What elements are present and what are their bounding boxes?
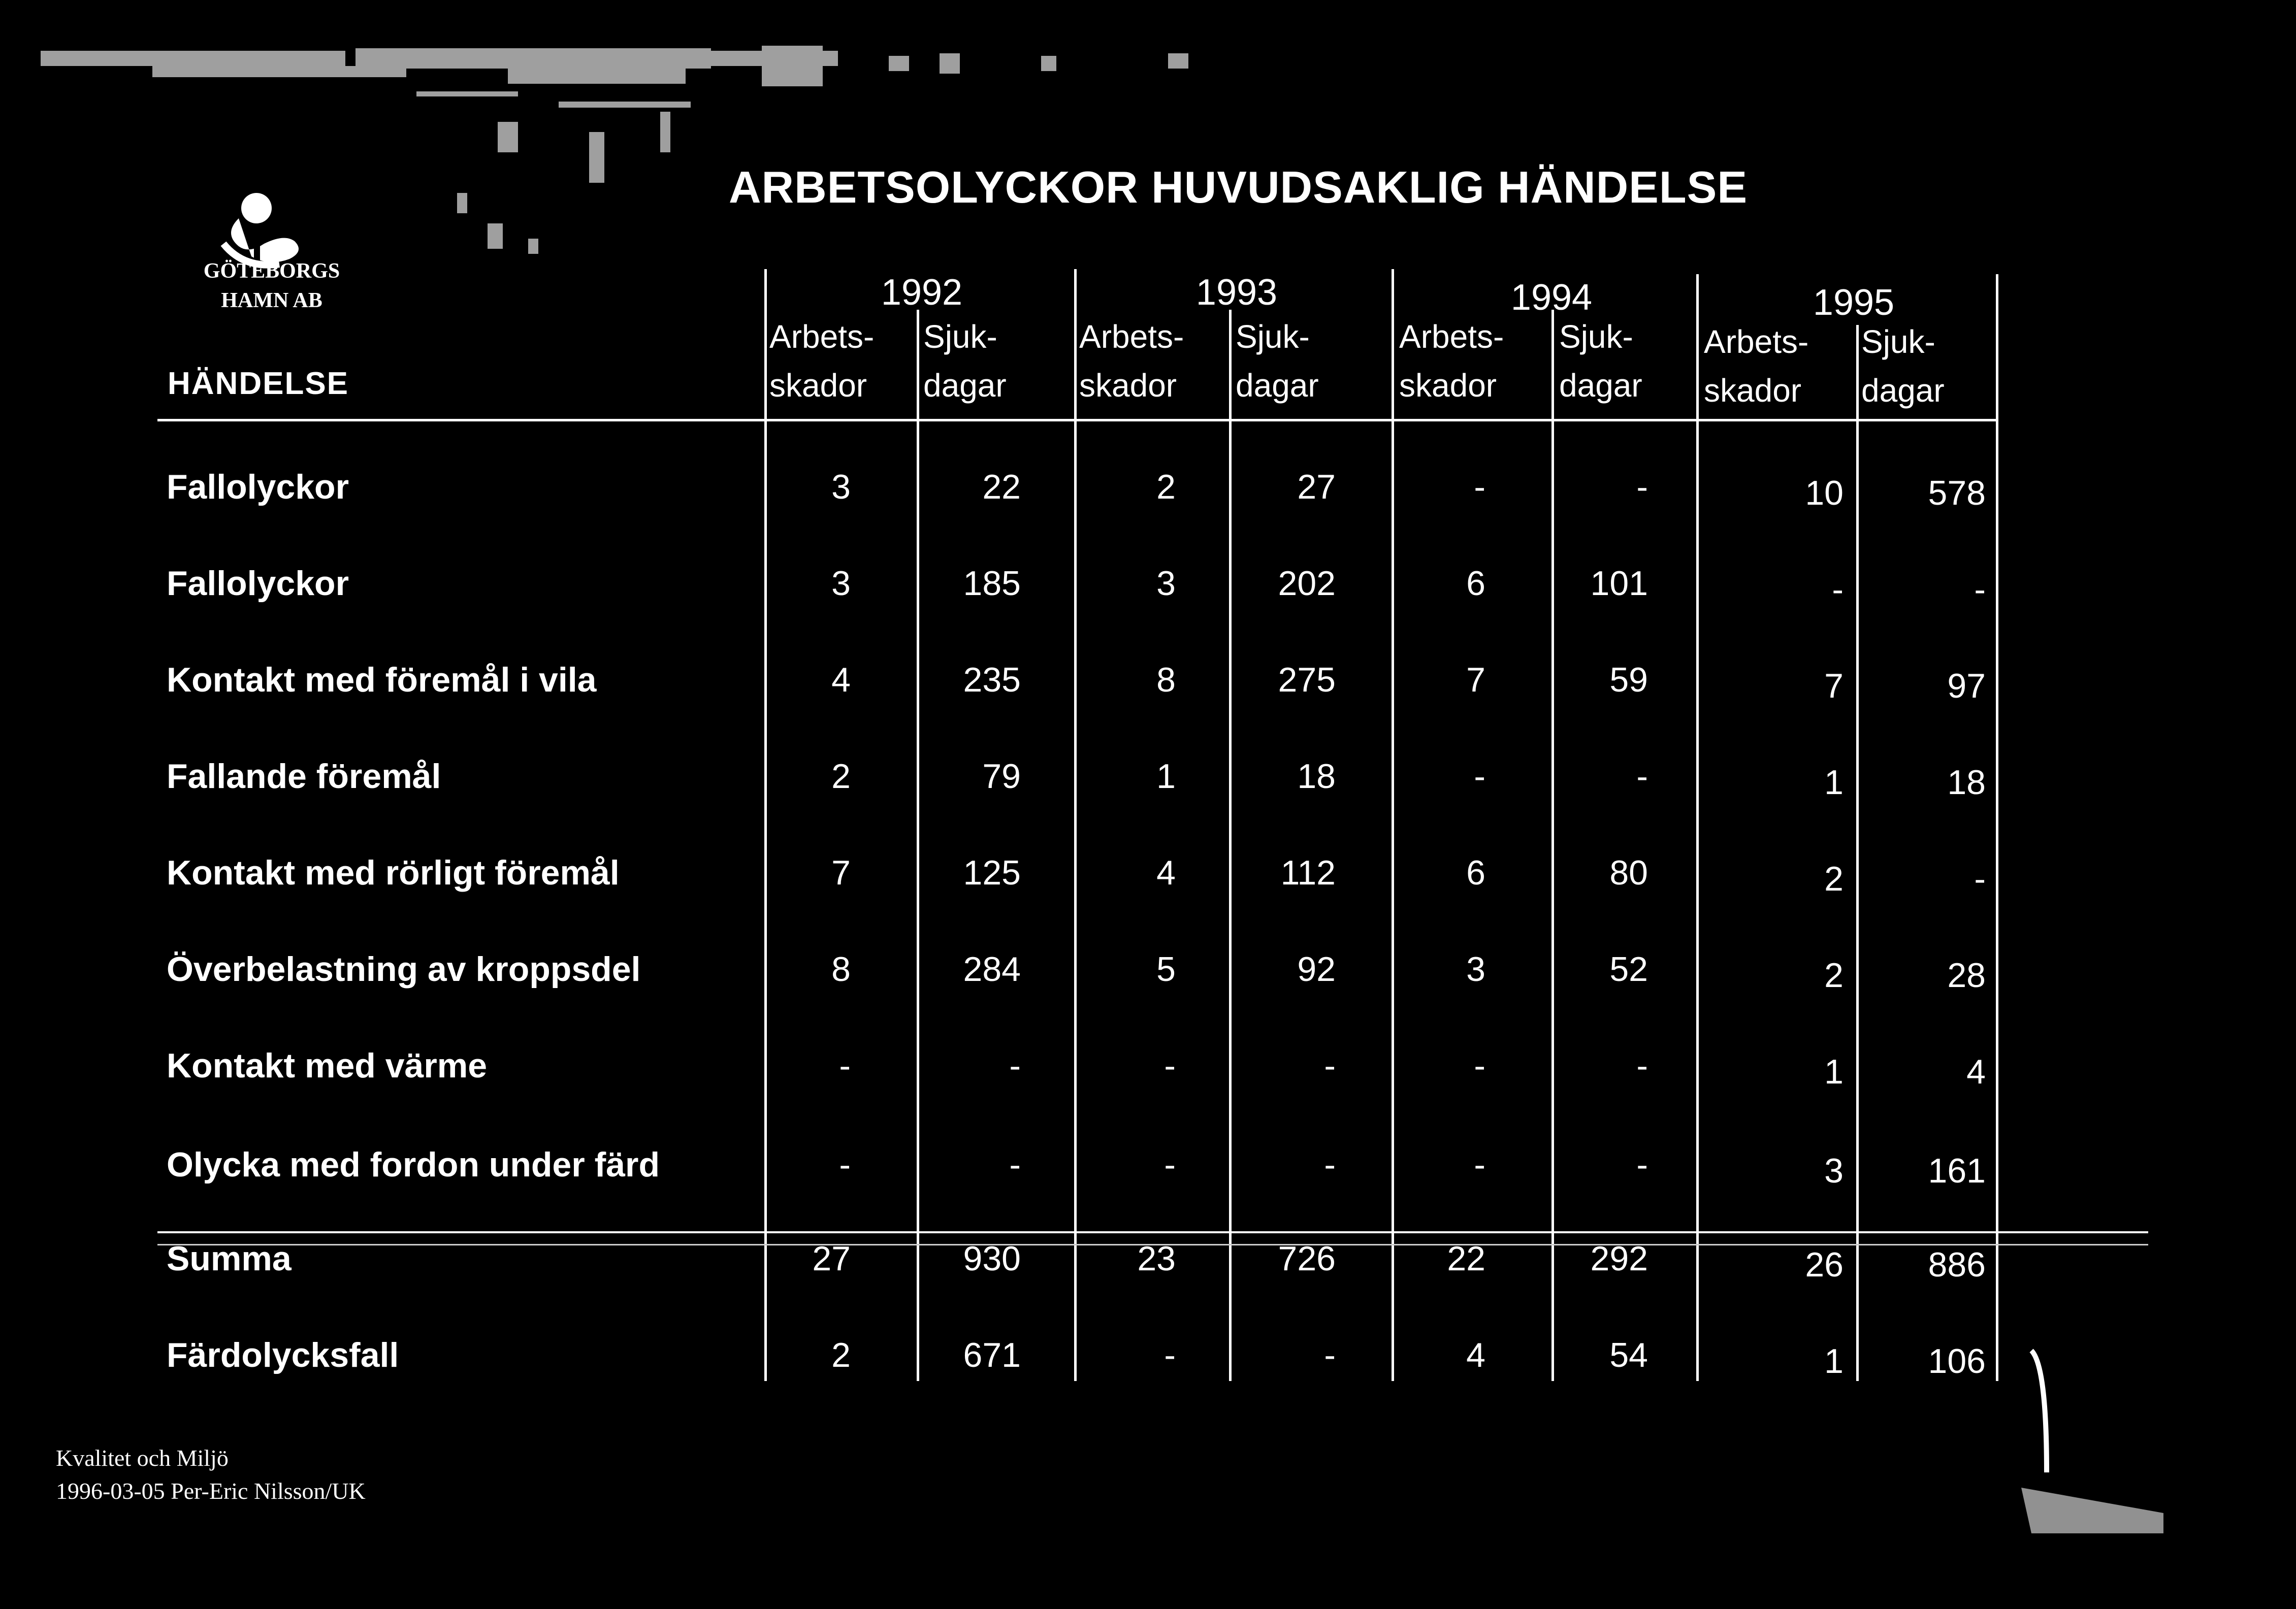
row-cell: 2 — [1824, 956, 1844, 995]
row-cell: 185 — [963, 564, 1021, 603]
summary_row-cell: 671 — [963, 1336, 1021, 1374]
row-cell: 578 — [1928, 474, 1986, 512]
year-header: 1993 — [1195, 272, 1278, 313]
row-cell: 18 — [1947, 763, 1986, 802]
summary_row-cell: 1 — [1824, 1342, 1844, 1381]
row-cell: 4 — [1966, 1053, 1986, 1091]
row-cell: 2 — [1156, 468, 1176, 506]
col-rule — [1074, 269, 1077, 1381]
row-cell: 7 — [831, 853, 851, 892]
row-cell: - — [1636, 1046, 1648, 1085]
summary_row-cell: - — [1164, 1336, 1176, 1374]
col-rule — [764, 269, 767, 1381]
row-cell: 3 — [1466, 950, 1485, 989]
summary_row-cell: 106 — [1928, 1342, 1986, 1381]
row-cell: 235 — [963, 661, 1021, 699]
row-cell: 275 — [1278, 661, 1336, 699]
row-cell: - — [1324, 1046, 1336, 1085]
row-cell: 8 — [1156, 661, 1176, 699]
row-cell: 6 — [1466, 564, 1485, 603]
row-cell: 97 — [1947, 667, 1986, 705]
row-cell: 4 — [831, 661, 851, 699]
year-header: 1995 — [1813, 282, 1895, 323]
page-title: ARBETSOLYCKOR HUVUDSAKLIG HÄNDELSE — [729, 162, 1748, 212]
summary_row-cell: 930 — [963, 1239, 1021, 1278]
logo-code: HÄNDELSE — [168, 366, 349, 401]
row-cell: 3 — [1824, 1152, 1844, 1190]
row-cell: 10 — [1805, 474, 1844, 512]
row-cell: 80 — [1609, 853, 1648, 892]
row-cell: - — [1474, 757, 1485, 796]
row-cell: 7 — [1824, 667, 1844, 705]
row-cell: - — [839, 1145, 851, 1184]
row-cell: 3 — [1156, 564, 1176, 603]
row-cell: 2 — [831, 757, 851, 796]
col-rule — [1996, 274, 1998, 1381]
arbetsskador-header: Arbets- skador — [1399, 318, 1504, 404]
row-cell: 18 — [1297, 757, 1336, 796]
row-cell: 92 — [1297, 950, 1336, 989]
row-cell: 5 — [1156, 950, 1176, 989]
row-cell: 202 — [1278, 564, 1336, 603]
row-label: Överbelastning av kroppsdel — [167, 950, 641, 989]
year-header: 1994 — [1510, 277, 1593, 318]
logo-line2: HAMN AB — [221, 289, 322, 312]
footer-author: 1996-03-05 Per-Eric Nilsson/UK — [56, 1478, 366, 1504]
row-cell: - — [1009, 1046, 1021, 1085]
arbetsskador-header: Arbets- skador — [1079, 318, 1184, 404]
sjukdagar-header: Sjuk- dagar — [1559, 318, 1642, 404]
row-cell: 8 — [831, 950, 851, 989]
summary_row-label: Summa — [167, 1239, 292, 1278]
row-cell: - — [1474, 468, 1485, 506]
row-cell: 52 — [1609, 950, 1648, 989]
summary_row-cell: 2 — [831, 1336, 851, 1374]
row-cell: 6 — [1466, 853, 1485, 892]
row-cell: 125 — [963, 853, 1021, 892]
pen-mark — [2011, 1320, 2163, 1554]
row-cell: - — [1636, 1145, 1648, 1184]
row-cell: - — [1636, 468, 1648, 506]
summary_row-cell: 26 — [1805, 1245, 1844, 1284]
row-cell: 101 — [1590, 564, 1648, 603]
row-cell: 59 — [1609, 661, 1648, 699]
row-cell: - — [1474, 1046, 1485, 1085]
row-label: Fallolyckor — [167, 468, 349, 506]
row-cell: - — [1974, 570, 1986, 609]
row-cell: 79 — [982, 757, 1021, 796]
row-cell: 1 — [1824, 763, 1844, 802]
year-header: 1992 — [881, 272, 963, 313]
sjukdagar-header: Sjuk- dagar — [1861, 323, 1945, 409]
row-label: Kontakt med rörligt föremål — [167, 853, 620, 892]
summary_row-label: Färdolycksfall — [167, 1336, 399, 1374]
row-label: Kontakt med föremål i vila — [167, 661, 597, 699]
row-cell: 3 — [831, 564, 851, 603]
row-cell: 1 — [1156, 757, 1176, 796]
arbetsskador-header: Arbets- skador — [769, 318, 875, 404]
summary_row-cell: 726 — [1278, 1239, 1336, 1278]
row-cell: 3 — [831, 468, 851, 506]
summary-rule — [157, 1231, 2148, 1233]
row-label: Olycka med fordon under färd — [167, 1145, 660, 1184]
header-rule — [157, 419, 1998, 421]
summary_row-cell: - — [1324, 1336, 1336, 1374]
summary_row-cell: 292 — [1590, 1239, 1648, 1278]
row-cell: 1 — [1824, 1053, 1844, 1091]
row-cell: - — [839, 1046, 851, 1085]
row-label: Fallolyckor — [167, 564, 349, 603]
row-cell: - — [1164, 1145, 1176, 1184]
row-cell: 2 — [1824, 860, 1844, 898]
row-cell: 284 — [963, 950, 1021, 989]
row-label: Fallande föremål — [167, 757, 441, 796]
row-cell: 112 — [1280, 853, 1336, 892]
row-cell: - — [1636, 757, 1648, 796]
sjukdagar-header: Sjuk- dagar — [1236, 318, 1319, 404]
row-cell: - — [1009, 1145, 1021, 1184]
logo-line1: GÖTEBORGS — [203, 259, 340, 283]
row-cell: - — [1974, 860, 1986, 898]
row-cell: 7 — [1466, 661, 1485, 699]
summary_row-cell: 23 — [1137, 1239, 1176, 1278]
row-cell: - — [1474, 1145, 1485, 1184]
summary_row-cell: 54 — [1609, 1336, 1648, 1374]
summary_row-cell: 4 — [1466, 1336, 1485, 1374]
col-rule — [1696, 274, 1699, 1381]
row-cell: 4 — [1156, 853, 1176, 892]
row-cell: - — [1832, 570, 1844, 609]
footer-dept: Kvalitet och Miljö — [56, 1445, 229, 1471]
summary_row-cell: 27 — [812, 1239, 851, 1278]
sjukdagar-header: Sjuk- dagar — [923, 318, 1007, 404]
summary_row-cell: 22 — [1447, 1239, 1485, 1278]
row-cell: 27 — [1297, 468, 1336, 506]
summary_row-cell: 886 — [1928, 1245, 1986, 1284]
row-cell: 161 — [1928, 1152, 1986, 1190]
row-cell: - — [1164, 1046, 1176, 1085]
row-label: Kontakt med värme — [167, 1046, 488, 1085]
row-cell: 28 — [1947, 956, 1986, 995]
row-cell: 22 — [982, 468, 1021, 506]
arbetsskador-header: Arbets- skador — [1704, 323, 1809, 409]
col-rule — [1392, 269, 1394, 1381]
row-cell: - — [1324, 1145, 1336, 1184]
